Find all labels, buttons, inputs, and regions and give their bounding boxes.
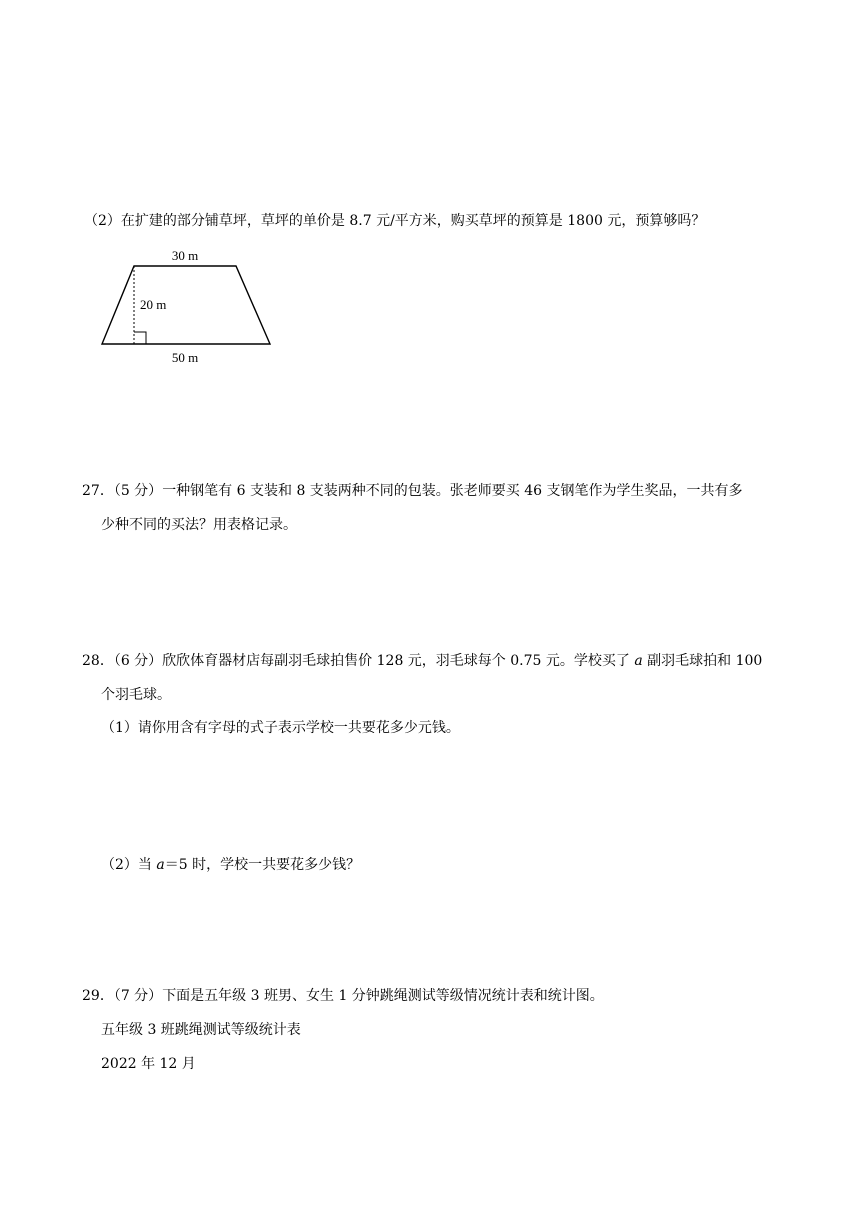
q28-text-line1b: 副羽毛球拍和 100 [647, 653, 763, 669]
q29-line1 [82, 986, 604, 1006]
q28-number: 28． [82, 653, 114, 669]
q27-line2: 少种不同的买法？用表格记录。 [101, 517, 297, 533]
q29-number: 29． [82, 988, 114, 1004]
top-base-label: 30 m [171, 248, 199, 263]
q29-score: （7 分） [113, 988, 163, 1004]
q28-part2-text-a: （2）当 [101, 857, 152, 873]
q27-text-line1: 一种钢笔有 6 支装和 8 支装两种不同的包装。张老师要买 46 支钢笔作为学生奖品，一共有多 [162, 483, 743, 499]
q26-part2-label: （2） [84, 213, 121, 229]
q29-date: 2022 年 12 月 [101, 1056, 196, 1072]
q29-text-line1: 下面是五年级 3 班男、女生 1 分钟跳绳测试等级情况统计表和统计图。 [162, 988, 604, 1004]
height-label: 20 m [140, 297, 167, 312]
right-angle-mark [134, 332, 146, 344]
q26-part2-line [84, 211, 705, 231]
q27-score: （5 分） [113, 483, 163, 499]
q28-part1: （1）请你用含有字母的式子表示学校一共要花多少元钱。 [101, 720, 460, 736]
q28-line2: 个羽毛球。 [101, 687, 171, 703]
q28-part2-variable: a [156, 857, 165, 873]
q29-table-title: 五年级 3 班跳绳测试等级统计表 [101, 1022, 301, 1038]
trapezoid-figure [96, 240, 276, 370]
q28-text-line1a: 欣欣体育器材店每副羽毛球拍售价 128 元，羽毛球每个 0.75 元。学校买了 [162, 653, 630, 669]
q28-score: （6 分） [113, 653, 163, 669]
q27-number: 27． [82, 483, 114, 499]
q28-part2-text-b: ＝5 时，学校一共要花多少钱？ [164, 857, 361, 873]
q28-line1 [82, 651, 762, 671]
bottom-base-label: 50 m [171, 350, 199, 365]
q27-line1 [82, 481, 743, 501]
q28-variable: a [634, 653, 643, 669]
q26-part2-text: 在扩建的部分铺草坪，草坪的单价是 8.7 元/平方米，购买草坪的预算是 1800 元，预算够吗？ [120, 213, 706, 229]
q28-part2 [101, 855, 360, 875]
trapezoid-shape [102, 266, 270, 344]
